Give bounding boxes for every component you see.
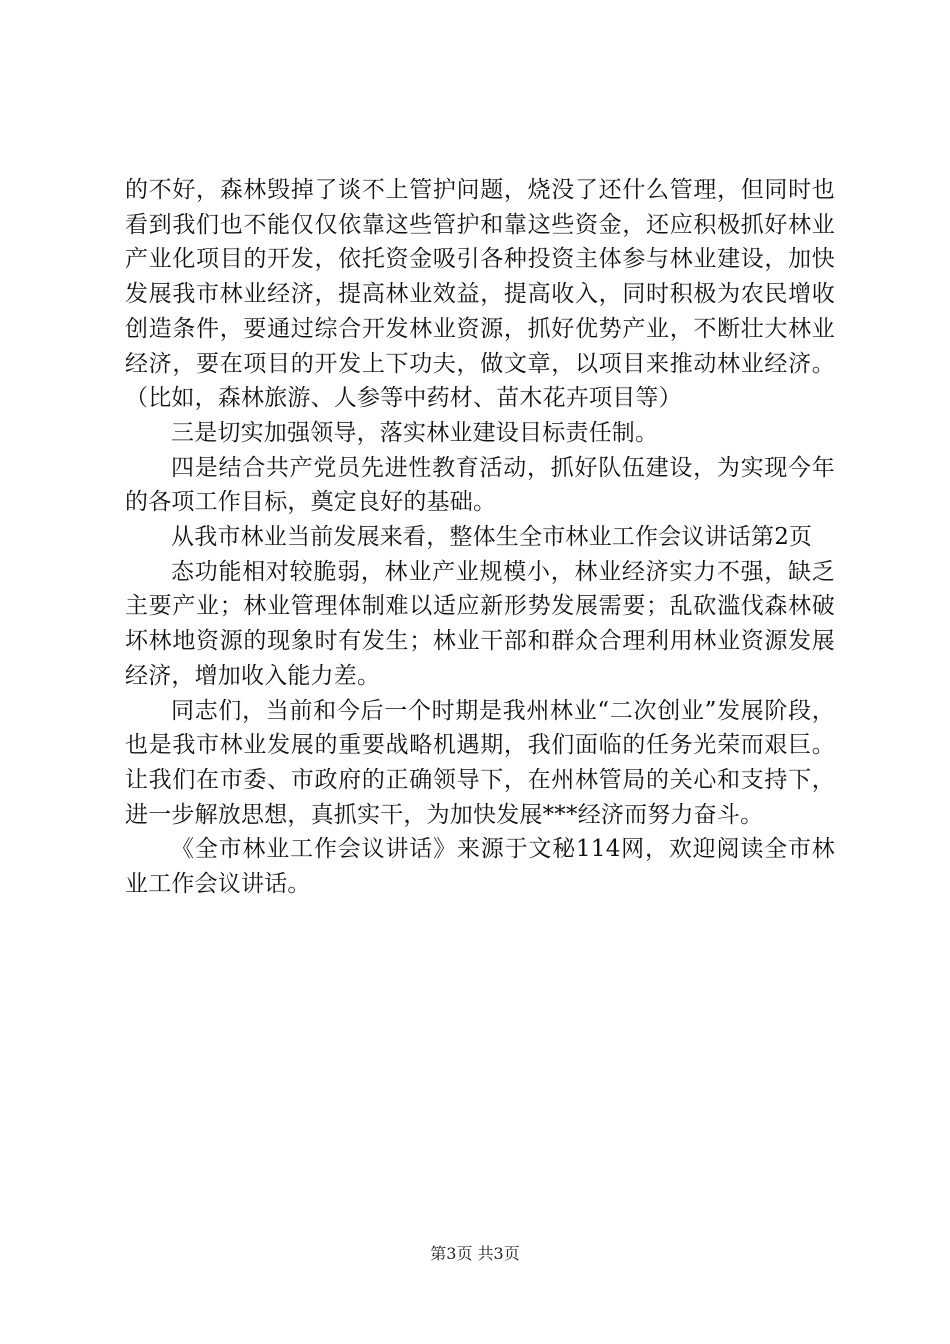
- paragraph-weaknesses: 态功能相对较脆弱，林业产业规模小，林业经济实力不强，缺乏主要产业；林业管理体制难以适应新形势发展需要；乱砍滥伐森林破坏林地资源的现象时有发生；林业干部和群众合理利用林业资源发展经济，增加收入能力差。: [125, 558, 835, 689]
- paragraph-development-status: 从我市林业当前发展来看，整体生全市林业工作会议讲话第2页: [171, 524, 813, 551]
- paragraph-point-four: 四是结合共产党员先进性教育活动，抓好队伍建设，为实现今年的各项工作目标，奠定良好的基础。: [125, 454, 835, 516]
- paragraph-continuation: 的不好，森林毁掉了谈不上管护问题，烧没了还什么管理，但同时也看到我们也不能仅仅依靠这些管护和靠这些资金，还应积极抓好林业产业化项目的开发，依托资金吸引各种投资主体参与林业建设，加快发展我市林业经济，提高林业效益，提高收入，同时积极为农民增收创造条件，要通过综合开发林业资源，抓好优势产业，不断壮大林业经济，要在项目的开发上下功夫，做文章，以项目来推动林业经济。（比如，森林旅游、人参等中药材、苗木花卉项目等）: [125, 177, 835, 412]
- paragraph-closing-call: 同志们，当前和今后一个时期是我州林业“二次创业”发展阶段，也是我市林业发展的重要战略机遇期，我们面临的任务光荣而艰巨。让我们在市委、市政府的正确领导下，在州林管局的关心和支持下，进一步解放思想，真抓实干，为加快发展***经济而努力奋斗。: [125, 697, 835, 828]
- page-number-footer: 第3页 共3页: [430, 1244, 520, 1263]
- paragraph-point-three: 三是切实加强领导，落实林业建设目标责任制。: [171, 419, 659, 446]
- document-body: [125, 173, 835, 902]
- paragraph-source-note: 《全市林业工作会议讲话》来源于文秘114网，欢迎阅读全市林业工作会议讲话。: [125, 836, 835, 898]
